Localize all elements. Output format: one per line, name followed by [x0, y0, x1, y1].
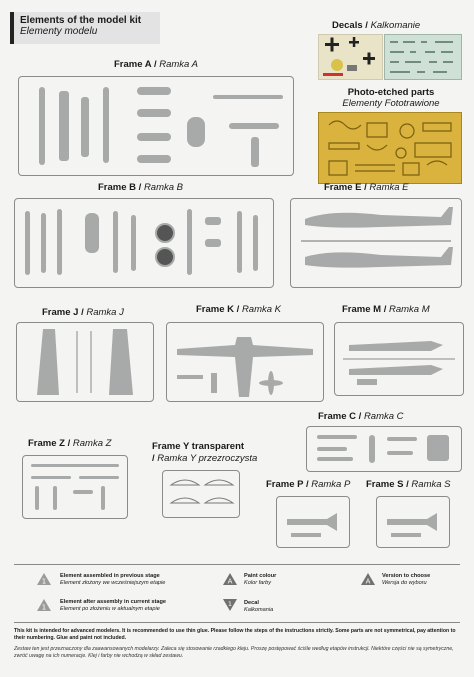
paint-colour-glyph: A [227, 577, 233, 586]
frame-b-part [205, 217, 221, 225]
frame-a-part [39, 87, 45, 165]
legend-decal: Decal Kalkomania [244, 600, 274, 613]
legend-version: Version to choose Wersja do wyboru [382, 573, 431, 586]
decals-label: Decals / Kalkomanie [332, 20, 421, 31]
frame-a-label: Frame A / Ramka A [114, 59, 198, 70]
tailplanes-image [335, 323, 463, 395]
frame-b-part [41, 213, 46, 273]
frame-a-part [137, 133, 171, 141]
frame-a-part [213, 95, 283, 99]
frame-c-part [427, 435, 449, 461]
frame-m-label: Frame M / Ramka M [342, 304, 430, 315]
frame-z-label: Frame Z / Ramka Z [28, 438, 112, 449]
frame-z-part [31, 464, 119, 467]
frame-b-sprue [14, 198, 274, 288]
frame-b-part [205, 239, 221, 247]
frame-e-label: Frame E / Ramka E [324, 182, 409, 193]
decal-icon [222, 598, 238, 612]
frame-c-part [317, 447, 347, 451]
frame-z-part [53, 486, 57, 510]
frame-c-part [387, 437, 417, 441]
paint-colour-icon [222, 572, 238, 586]
frame-y-sprue [162, 470, 240, 518]
frame-a-part [81, 97, 89, 157]
assembled-triangle-icon [36, 572, 52, 586]
after-assembly-triangle-icon [36, 598, 52, 612]
frame-a-part [137, 155, 171, 163]
wing-halves-image [17, 323, 153, 401]
frame-b-wheel [155, 223, 175, 243]
frame-a-part [59, 91, 69, 161]
photo-etched-parts-image [319, 113, 461, 183]
frame-s-parts-image [377, 497, 449, 547]
footer-english: This kit is intended for advanced modelers. It is recommended to use thin glue. Please follow the steps of the instructions strictly. Some parts are not symmetrical, pay attention to their numbering. Glue and paint not included. [14, 628, 456, 641]
frame-k-sprue [166, 322, 324, 402]
footer-separator [14, 622, 460, 623]
frame-a-sprue [18, 76, 294, 176]
page-title: Elements of the model kit [20, 15, 142, 26]
fuselage-halves-image [291, 199, 461, 287]
legend-after: Element after assembly in current stage Element po złożeniu w aktualnym etapie [60, 599, 167, 612]
legend-paint: Paint colour Kolor farby [244, 573, 277, 586]
frame-b-part [131, 215, 136, 271]
decal-glyph: 1 [227, 600, 233, 608]
frame-m-sprue [334, 322, 464, 396]
frame-c-label: Frame C / Ramka C [318, 411, 404, 422]
page-subtitle: Elementy modelu [20, 26, 98, 37]
frame-b-label: Frame B / Ramka B [98, 182, 184, 193]
frame-j-sprue [16, 322, 154, 402]
frame-z-part [73, 490, 93, 494]
decal-stencils-image [385, 35, 461, 79]
canopy-parts-image [163, 471, 239, 517]
frame-a-part [137, 109, 171, 117]
frame-p-parts-image [277, 497, 349, 547]
frame-a-part [137, 87, 171, 95]
version-choose-icon [360, 572, 376, 586]
legend-assembled: Element assembled in previous stage Element złożony we wcześniejszym etapie [60, 573, 166, 586]
frame-a-part [103, 87, 109, 163]
frame-z-part [79, 476, 119, 479]
frame-b-part [187, 209, 192, 275]
frame-z-part [35, 486, 39, 510]
frame-j-label: Frame J / Ramka J [42, 307, 124, 318]
svg-text:1: 1 [41, 603, 47, 612]
decal-sheet-markings [318, 34, 383, 80]
frame-b-wheel [155, 247, 175, 267]
frame-c-part [369, 435, 375, 463]
frame-b-part [237, 211, 242, 273]
frame-a-part [251, 137, 259, 167]
frame-z-sprue [22, 455, 128, 519]
frame-b-part [57, 209, 62, 275]
footer-notes [14, 628, 460, 660]
frame-c-part [387, 451, 413, 455]
svg-text:1: 1 [41, 577, 47, 586]
frame-b-part [85, 213, 99, 253]
legend-separator [14, 564, 460, 565]
header-box [10, 12, 160, 44]
photo-etched-fret [318, 112, 462, 184]
frame-a-part [187, 117, 205, 147]
frame-c-part [317, 435, 357, 439]
frame-p-label: Frame P / Ramka P [266, 479, 351, 490]
decal-sheet-stencils [384, 34, 462, 80]
frame-b-part [253, 215, 258, 271]
wing-and-propeller-image [167, 323, 323, 401]
frame-a-part [229, 123, 279, 129]
frame-k-label: Frame K / Ramka K [196, 304, 282, 315]
frame-y-label: Frame Y transparent / Ramka Y przezroczysta [152, 441, 258, 464]
frame-z-part [31, 476, 71, 479]
frame-b-part [25, 211, 30, 275]
frame-s-sprue [376, 496, 450, 548]
frame-p-sprue [276, 496, 350, 548]
frame-c-sprue [306, 426, 462, 472]
frame-b-part [113, 211, 118, 273]
decal-crosses-image [319, 35, 382, 79]
frame-e-sprue [290, 198, 462, 288]
photo-etched-label: Photo-etched parts Elementy Fototrawione [342, 87, 440, 109]
frame-c-part [317, 457, 353, 461]
frame-s-label: Frame S / Ramka S [366, 479, 451, 490]
footer-polish: Zestaw ten jest przeznaczony dla zaawansowanych modelarzy. Zaleca się stosowanie rzadkiego kleju. Proszę postępować ściśle według etapów instrukcji. Niektóre części nie są symetryczne, zwróć uwagę na ich numeracje. Klej i farby nie wchodzą w skład zestawu. [14, 646, 454, 659]
frame-z-part [101, 486, 105, 510]
version-glyph: A [365, 577, 371, 586]
